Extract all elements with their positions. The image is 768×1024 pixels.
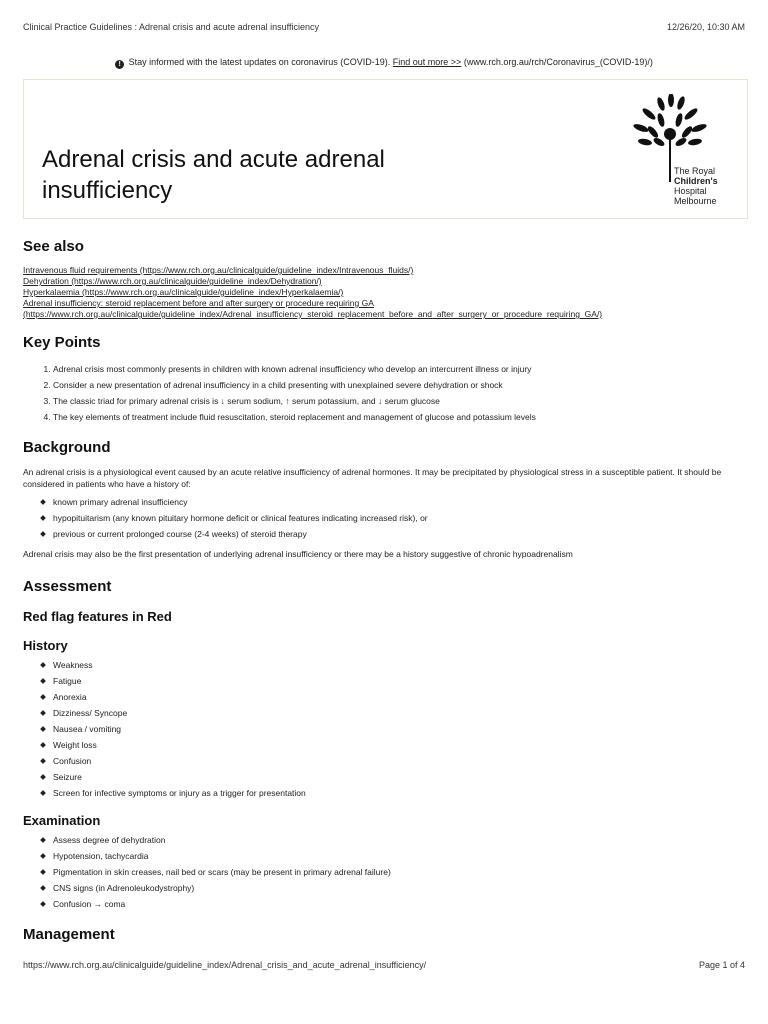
- list-item: known primary adrenal insufficiency: [53, 494, 748, 510]
- find-out-more-link[interactable]: Find out more >>: [392, 57, 462, 67]
- covid-banner: [0, 57, 768, 69]
- covid-banner-url: (www.rch.org.au/rch/Coronavirus_(COVID-19)/): [463, 57, 653, 67]
- list-item: Confusion → coma: [53, 896, 748, 912]
- alert-icon: !: [115, 60, 124, 69]
- list-item: 4. The key elements of treatment include fluid resuscitation, steroid replacement and management of glucose and potassium levels: [53, 409, 748, 425]
- key-points-list: [23, 361, 748, 425]
- list-item: Confusion: [53, 753, 748, 769]
- list-item: Nausea / vomiting: [53, 721, 748, 737]
- list-item: Anorexia: [53, 689, 748, 705]
- list-item: Hypotension, tachycardia: [53, 848, 748, 864]
- list-item: Seizure: [53, 769, 748, 785]
- list-item: Screen for infective symptoms or injury as a trigger for presentation: [53, 785, 748, 801]
- list-item: 1. Adrenal crisis most commonly presents in children with known adrenal insufficiency who develop an intercurrent illness or injury: [53, 361, 748, 377]
- list-item: hypopituitarism (any known pituitary hormone deficit or clinical features indicating increased risk), or: [53, 510, 748, 526]
- history-list: [23, 657, 748, 801]
- list-item: 3. The classic triad for primary adrenal crisis is ↓ serum sodium, ↑ serum potassium, and ↓ serum glucose: [53, 393, 748, 409]
- background-list: [23, 494, 748, 542]
- history-heading: History: [23, 638, 68, 653]
- print-footer-page: Page 1 of 4: [698, 960, 745, 970]
- background-heading: Background: [23, 439, 111, 456]
- list-item: Pigmentation in skin creases, nail bed or scars (may be present in primary adrenal failure): [53, 864, 748, 880]
- rch-logo[interactable]: [619, 94, 729, 209]
- link-adrenal-insufficiency-steroid-url[interactable]: (https://www.rch.org.au/clinicalguide/guideline_index/Adrenal_insufficiency_steroid_replacement_before_and_after_surgery_or_procedure_requiring_GA/): [23, 309, 603, 319]
- print-footer-url: https://www.rch.org.au/clinicalguide/guideline_index/Adrenal_crisis_and_acute_adrenal_insufficiency/: [23, 960, 427, 970]
- see-also-heading: See also: [23, 238, 84, 255]
- list-item: Weight loss: [53, 737, 748, 753]
- covid-banner-text: Stay informed with the latest updates on coronavirus (COVID-19).: [128, 57, 391, 67]
- key-points-heading: Key Points: [23, 334, 101, 351]
- assessment-heading: Assessment: [23, 578, 112, 595]
- see-also-links: [23, 265, 748, 320]
- red-flag-heading: Red flag features in Red: [23, 609, 172, 624]
- print-header-datetime: 12/26/20, 10:30 AM: [666, 22, 745, 32]
- background-outro: Adrenal crisis may also be the first presentation of underlying adrenal insufficiency or there may be a history suggestive of chronic hypoadrenalism: [23, 549, 573, 559]
- list-item: CNS signs (in Adrenoleukodystrophy): [53, 880, 748, 896]
- examination-heading: Examination: [23, 813, 101, 828]
- management-heading: Management: [23, 926, 115, 943]
- list-item: Fatigue: [53, 673, 748, 689]
- link-adrenal-insufficiency-steroid[interactable]: Adrenal insufficiency: steroid replacement before and after surgery or procedure requiring GA: [23, 298, 374, 308]
- link-hyperkalaemia[interactable]: Hyperkalaemia (https://www.rch.org.au/clinicalguide/guideline_index/Hyperkalaemia/): [23, 287, 344, 297]
- page-title: Adrenal crisis and acute adrenal insufficiency: [42, 146, 385, 204]
- examination-list: [23, 832, 748, 912]
- link-intravenous-fluids[interactable]: Intravenous fluid requirements (https://www.rch.org.au/clinicalguide/guideline_index/Intravenous_fluids/): [23, 265, 414, 275]
- logo-text: The Royal Children's Hospital Melbourne: [674, 166, 718, 206]
- list-item: 2. Consider a new presentation of adrenal insufficiency in a child presenting with unexplained severe dehydration or shock: [53, 377, 748, 393]
- list-item: previous or current prolonged course (2-4 weeks) of steroid therapy: [53, 526, 748, 542]
- list-item: Weakness: [53, 657, 748, 673]
- print-header-title: Clinical Practice Guidelines : Adrenal crisis and acute adrenal insufficiency: [23, 22, 319, 32]
- background-intro: An adrenal crisis is a physiological event caused by an acute relative insufficiency of adrenal hormones. It may be precipitated by physiological stress in a susceptible patient. It should be considered in patients who have a history of:: [23, 467, 722, 489]
- main-content: [23, 238, 748, 943]
- title-box: [23, 79, 748, 219]
- list-item: Assess degree of dehydration: [53, 832, 748, 848]
- list-item: Dizziness/ Syncope: [53, 705, 748, 721]
- link-dehydration[interactable]: Dehydration (https://www.rch.org.au/clinicalguide/guideline_index/Dehydration/): [23, 276, 322, 286]
